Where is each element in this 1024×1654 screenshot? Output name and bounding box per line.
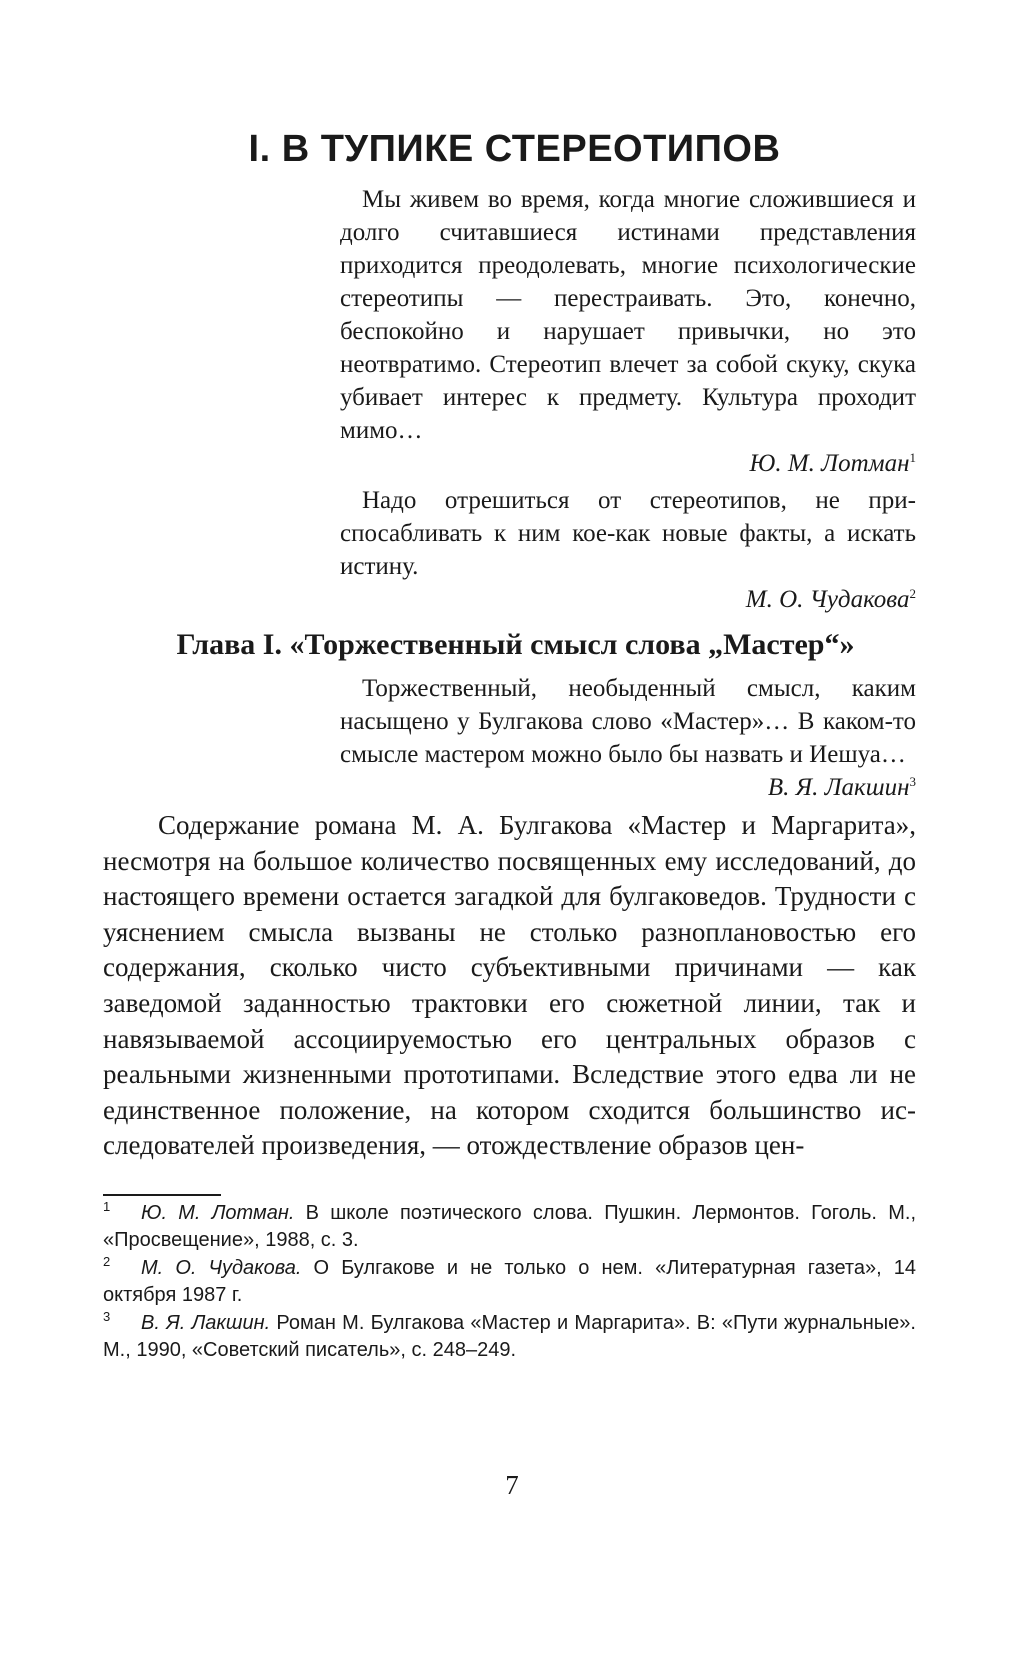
epigraph-chudakova — [340, 484, 916, 616]
part-title: I. В ТУПИКЕ СТЕРЕОТИПОВ — [248, 128, 781, 170]
footnote-ref: 3 — [909, 774, 916, 789]
chapter-title: Глава I. «Торжественный смысл слова „Мастер“» — [176, 628, 855, 661]
epigraph-author — [340, 583, 916, 616]
epigraph-author — [340, 771, 916, 804]
epigraph-text: Надо отрешиться от стереотипов, не приспосабливать к ним кое-как новые факты, а искать истину. — [340, 487, 916, 580]
footnote-author: Ю. М. Лотман. — [141, 1201, 295, 1224]
epigraph-lotman — [340, 183, 916, 480]
footnote-ref: 1 — [909, 450, 916, 465]
footnote-ref: 2 — [909, 586, 916, 601]
author-name: М. О. Чудакова — [745, 586, 910, 613]
epigraph-text: Мы живем во время, когда многие сложившиеся и долго считавшиеся истинами представления приходится преодолевать, многие психологические стереотипы — перестраивать. Это, конечно, беспокойно и нарушает привычки, но это неотвратимо. Стереотип влечет за собой скуку, скука убивает интерес к предмету. Культура проходит мимо… — [340, 186, 916, 444]
epigraph-text: Торжественный, необыденный смысл, каким насыщено у Булгакова слово «Мастер»… В каком-то смысле мастером можно было бы назвать и Иешуа… — [340, 675, 916, 768]
footnote-text: О Булгакове и не только о нем. «Литературная газета», 14 октября 1987 г. — [103, 1256, 916, 1307]
page-number: 7 — [505, 1470, 519, 1500]
author-name: Ю. М. Лотман — [749, 450, 910, 477]
footnote-1: 1 Ю. М. Лотман. В школе поэтического слова. Пушкин. Лермонтов. Гоголь. М., «Просвещение», 1988, с. 3. — [103, 1198, 916, 1252]
body-paragraph: Содержание романа М. А. Булгакова «Мастер и Маргарита», несмотря на большое количество посвященных ему исследований, до настоящего времени остается загадкой для булгаковедов. Трудности с уяснением смысла вызваны не столько разноплановостью его содержания, сколько чисто субъективными причинами — как заведомой заданностью трактовки его сюжетной линии, так и навязываемой ассоциируемостью его центральных образов с реальными жизненными прототипами. Вследствие этого едва ли не единственное положение, на котором сходится большинство исследователей произведения, — отождествление образов цен- — [103, 810, 916, 1161]
footnote-author: М. О. Чудакова. — [141, 1256, 302, 1279]
footnote-2: 2 М. О. Чудакова. О Булгакове и не только о нем. «Литературная газета», 14 октября 1987 г. — [103, 1253, 916, 1307]
footnote-author: В. Я. Лакшин. — [141, 1311, 271, 1334]
footnote-text: В школе поэтического слова. Пушкин. Лермонтов. Гоголь. М., «Просвещение», 1988, с. 3. — [103, 1201, 916, 1252]
author-name: В. Я. Лакшин — [767, 774, 910, 801]
footnote-3: 3 В. Я. Лакшин. Роман М. Булгакова «Мастер и Маргарита». В: «Пути журнальные». М., 1990, «Советский писатель», с. 248–249. — [103, 1308, 916, 1361]
footnotes — [103, 1200, 916, 1364]
epigraph-lakshin — [340, 672, 916, 804]
footnote-divider — [103, 1194, 221, 1196]
epigraph-author — [340, 447, 916, 480]
footnote-text: Роман М. Булгакова «Мастер и Маргарита». В: «Пути журнальные». М., 1990, «Советский писатель», с. 248–249. — [103, 1311, 916, 1361]
